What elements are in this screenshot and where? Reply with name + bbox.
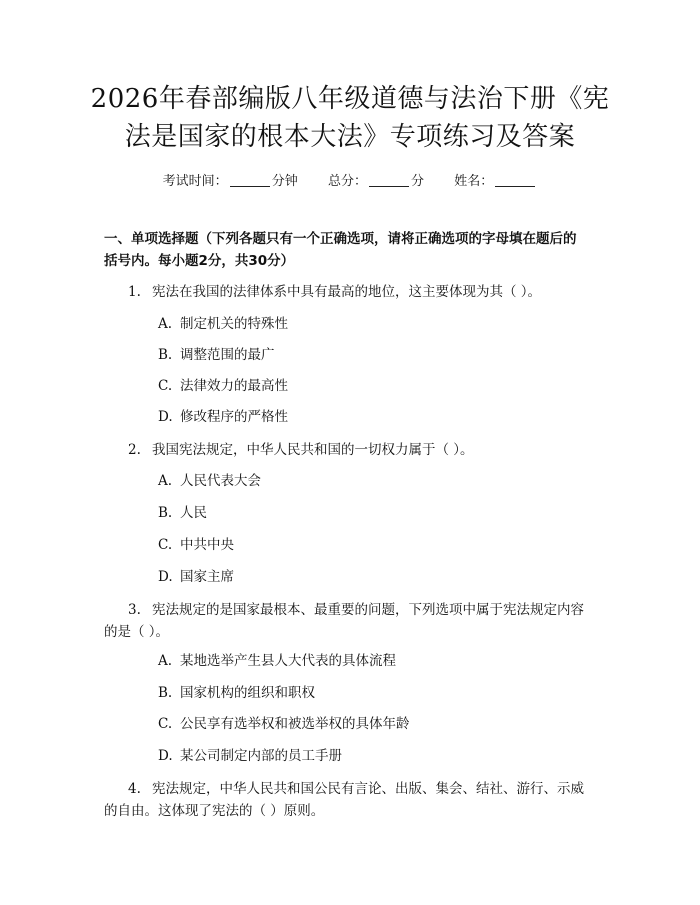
option-1c: C. 法律效力的最高性 (158, 378, 288, 394)
name-blank (495, 173, 535, 187)
time-unit: 分钟 (271, 174, 298, 189)
question-text: 宪法规定，中华人民共和国公民有言论、出版、集会、结社、游行、示威 (152, 781, 584, 797)
time-label: 考试时间： (162, 174, 228, 189)
document-title-line2: 法是国家的根本大法》专项练习及答案 (124, 122, 576, 152)
question-text-continued: 的是（ ）。 (104, 624, 170, 640)
time-blank (230, 173, 270, 187)
option-2c: C. 中共中央 (158, 537, 234, 553)
question-1 (104, 281, 604, 303)
exam-meta (0, 170, 700, 189)
question-number: 2. (128, 442, 141, 458)
question-3 (104, 599, 604, 643)
question-4 (104, 778, 604, 822)
question-text: 我国宪法规定，中华人民共和国的一切权力属于（ ）。 (152, 442, 474, 458)
question-number: 3. (128, 602, 141, 618)
score-blank (369, 173, 409, 187)
option-3d: D. 某公司制定内部的员工手册 (158, 748, 342, 764)
score-label: 总分： (327, 174, 367, 189)
option-1b: B. 调整范围的最广 (158, 347, 275, 363)
question-text: 宪法在我国的法律体系中具有最高的地位，这主要体现为其（ ）。 (152, 284, 542, 300)
option-3b: B. 国家机构的组织和职权 (158, 685, 315, 701)
question-2 (104, 439, 604, 461)
question-number: 1. (128, 284, 141, 300)
document-title-line1: 2026年春部编版八年级道德与法治下册《宪 (90, 84, 610, 114)
question-text-continued: 的自由。这体现了宪法的（ ）原则。 (104, 803, 325, 819)
option-3a: A. 某地选举产生县人大代表的具体流程 (158, 653, 396, 669)
option-1a: A. 制定机关的特殊性 (158, 316, 288, 332)
section-heading (104, 228, 604, 272)
option-2b: B. 人民 (158, 505, 207, 521)
question-number: 4. (128, 781, 141, 797)
section-heading-line2: 括号内。每小题2分，共30分） (104, 253, 295, 269)
question-text: 宪法规定的是国家最根本、最重要的问题，下列选项中属于宪法规定内容 (152, 602, 584, 618)
option-3c: C. 公民享有选举权和被选举权的具体年龄 (158, 716, 410, 732)
score-unit: 分 (411, 174, 425, 189)
option-1d: D. 修改程序的严格性 (158, 409, 288, 425)
option-2a: A. 人民代表大会 (158, 473, 261, 489)
option-2d: D. 国家主席 (158, 569, 234, 585)
name-label: 姓名： (454, 174, 494, 189)
section-heading-line1: 一、单项选择题（下列各题只有一个正确选项，请将正确选项的字母填在题后的 (104, 231, 577, 247)
